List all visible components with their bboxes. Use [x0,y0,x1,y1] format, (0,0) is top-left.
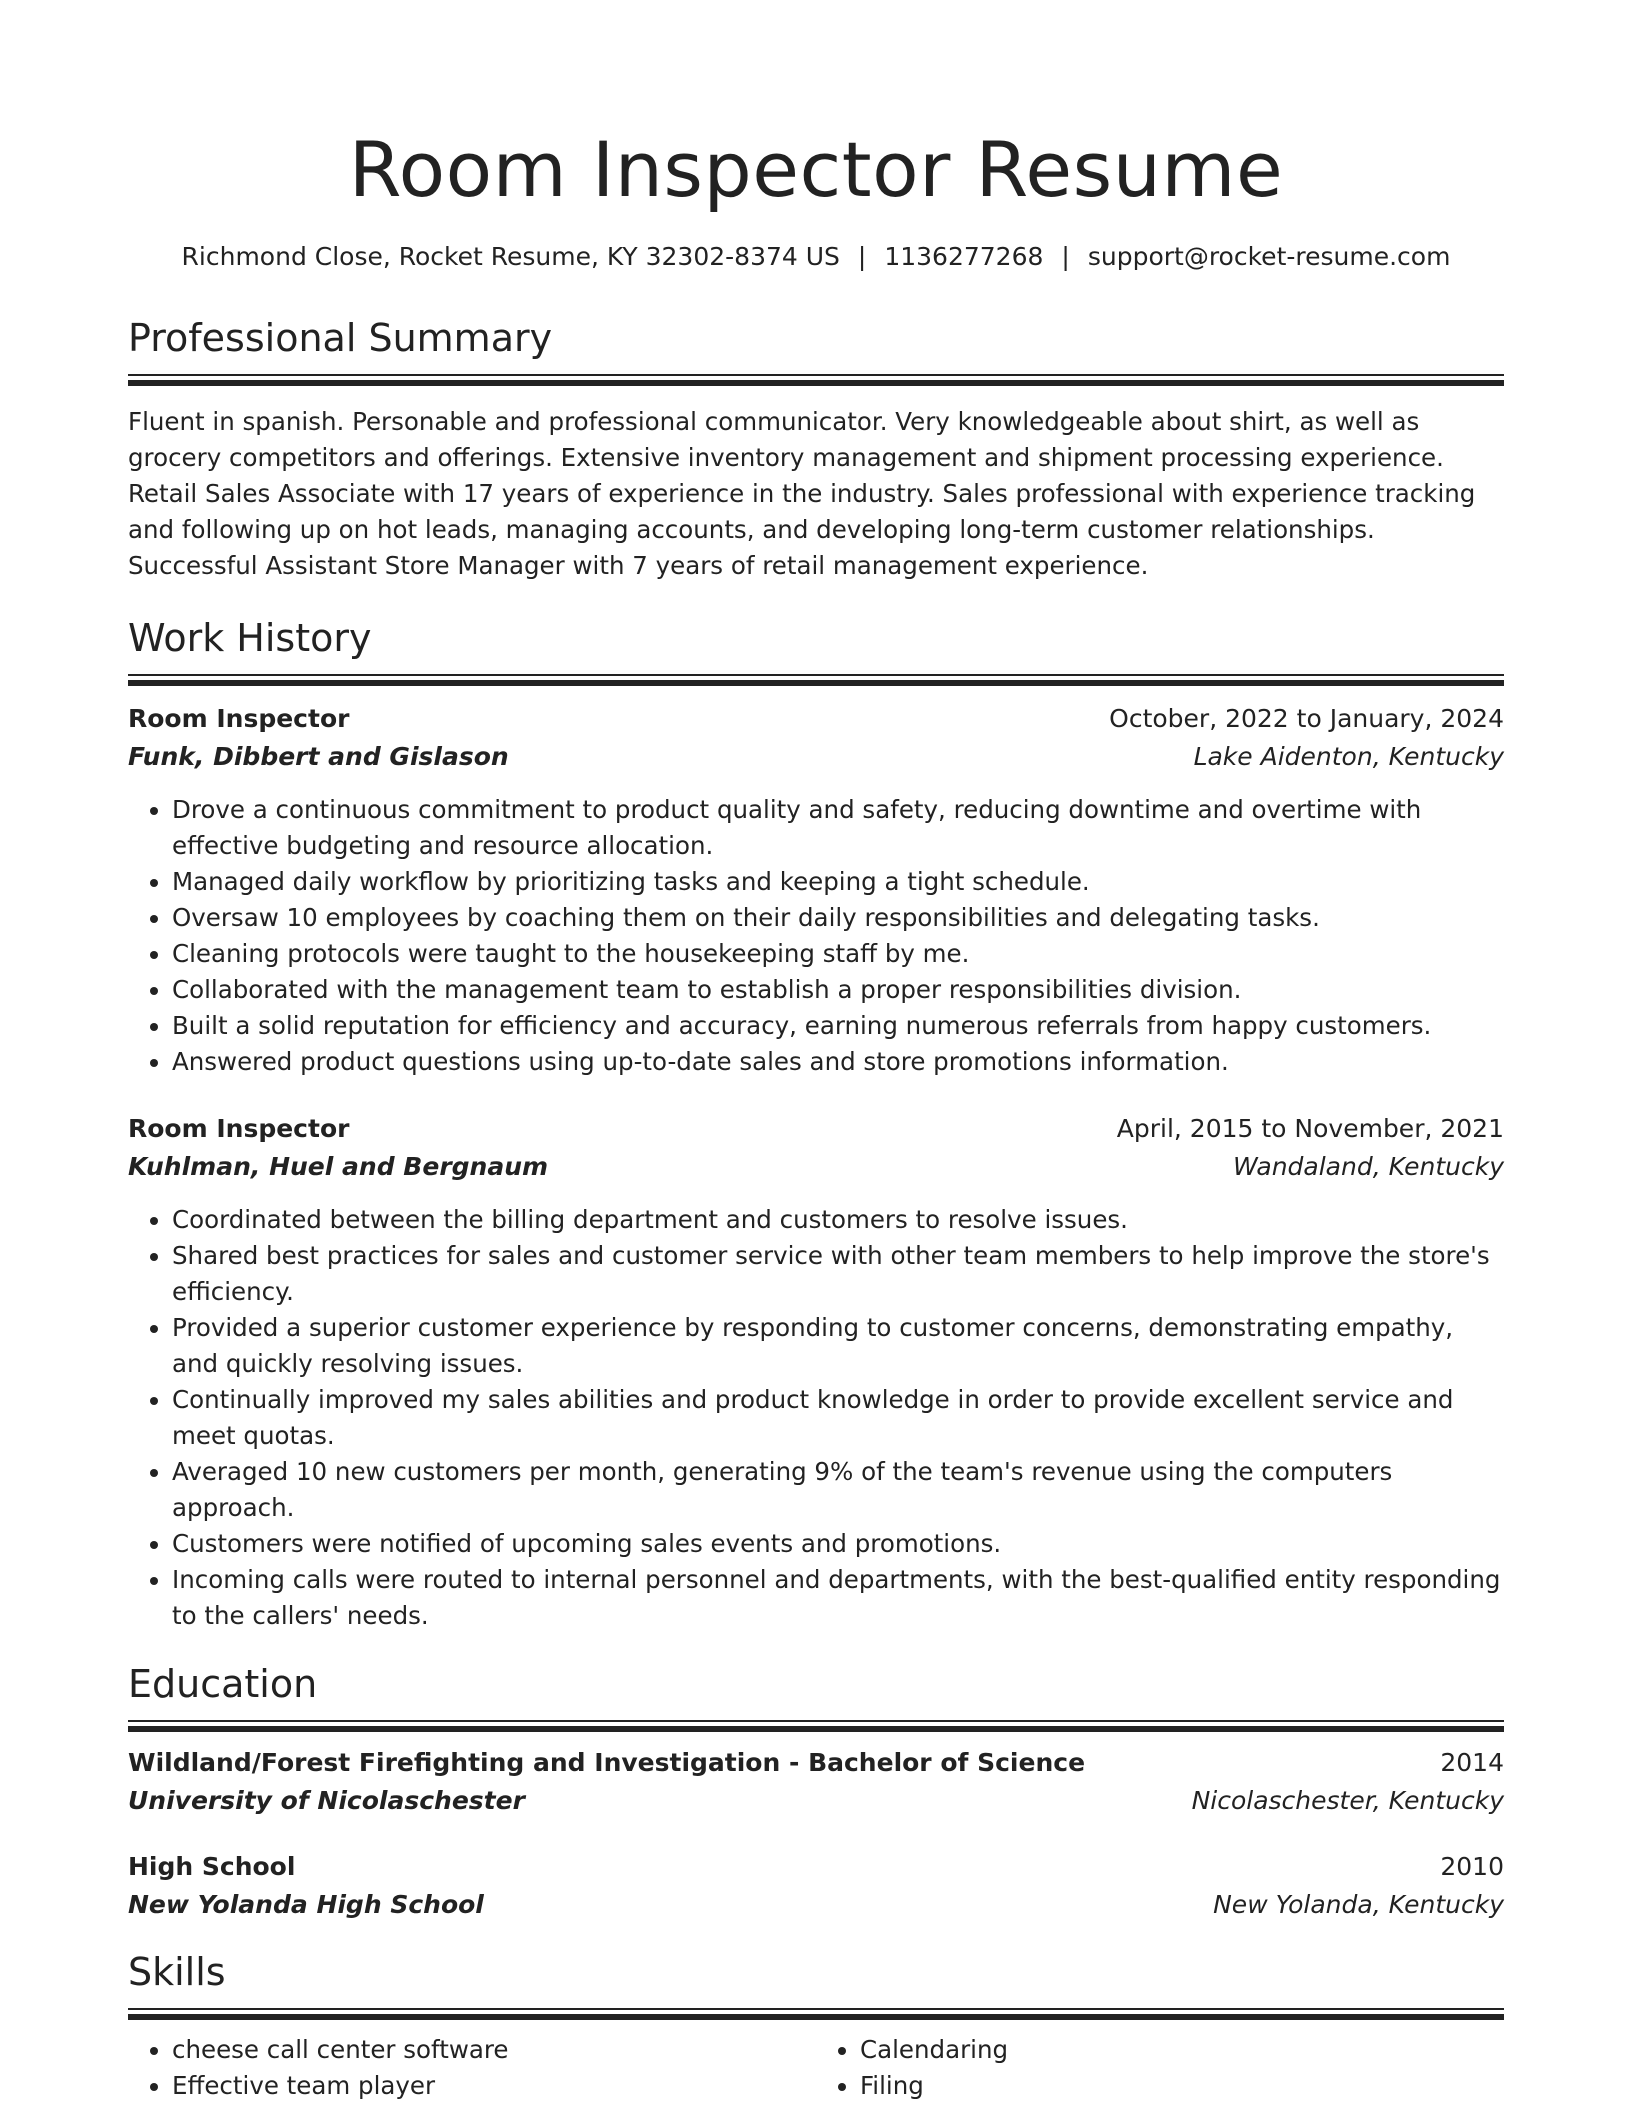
job-bullet-list [128,1202,1504,1634]
job-dates: April, 2015 to November, 2021 [1116,1114,1504,1143]
phone-text: 1136277268 [884,242,1044,271]
education-degree: Wildland/Forest Firefighting and Investigation - Bachelor of Science [128,1748,1086,1777]
job-title: Room Inspector [128,704,350,733]
work-history-section [128,614,1504,1634]
job-header-row [128,1110,1504,1148]
education-degree: High School [128,1852,296,1881]
skill-item: • cheese call center software [172,2032,816,2068]
summary-section [128,314,1504,584]
job-company: Kuhlman, Huel and Bergnaum [128,1152,549,1181]
summary-text: Fluent in spanish. Personable and professional communicator. Very knowledgeable about shirt, as well as grocery competitors and offerings. Extensive inventory management and shipment processing experience. Retail Sales Associate with 17 years of experience in the industry. Sales professional with experience tracking and following up on hot leads, managing accounts, and developing long-term customer relationships. Successful Assistant Store Manager with 7 years of retail management experience. [128,407,1476,580]
education-header-row [128,1848,1504,1886]
job-dates: October, 2022 to January, 2024 [1109,704,1504,733]
job-bullet: • Continually improved my sales abilities and product knowledge in order to provide excellent service and meet quotas. [172,1382,1504,1454]
education-entry [128,1848,1504,1924]
education-school: New Yolanda High School [128,1890,484,1919]
email-text: support@rocket-resume.com [1087,242,1451,271]
skill-item: • Filing [860,2068,1504,2104]
job-bullet: • Provided a superior customer experience by responding to customer concerns, demonstrating empathy, and quickly resolving issues. [172,1310,1504,1382]
job-bullet: • Managed daily workflow by prioritizing tasks and keeping a tight schedule. [172,864,1504,900]
job-list [128,700,1504,1634]
job-bullet: • Drove a continuous commitment to product quality and safety, reducing downtime and overtime with effective budgeting and resource allocation. [172,792,1504,864]
skill-item: • Calendaring [860,2032,1504,2068]
education-section [128,1660,1504,1924]
section-divider [128,674,1504,684]
skills-columns [128,2032,1504,2104]
education-header-row [128,1744,1504,1782]
job-title: Room Inspector [128,1114,350,1143]
job-bullet: • Incoming calls were routed to internal personnel and departments, with the best-qualified entity responding to the callers' needs. [172,1562,1504,1634]
contact-separator: | [857,242,867,271]
job-company: Funk, Dibbert and Gislason [128,742,509,771]
job-bullet: • Answered product questions using up-to-date sales and store promotions information. [172,1044,1504,1080]
job-entry [128,700,1504,1080]
job-company-row [128,1148,1504,1186]
education-location: New Yolanda, Kentucky [1213,1890,1504,1919]
job-bullet-list [128,792,1504,1080]
section-heading-summary: Professional Summary [128,316,553,360]
education-year: 2010 [1440,1852,1504,1881]
education-school-row [128,1782,1504,1820]
job-bullet: • Coordinated between the billing department and customers to resolve issues. [172,1202,1504,1238]
address-text: Richmond Close, Rocket Resume, KY 32302-8374 US [181,242,840,271]
resume-page [128,0,1504,2104]
resume-title: Room Inspector Resume [348,125,1284,214]
skills-section [128,1948,1504,2104]
section-divider [128,374,1504,384]
education-year: 2014 [1440,1748,1504,1777]
section-heading-work-history: Work History [128,616,372,660]
job-bullet: • Shared best practices for sales and customer service with other team members to help improve the store's efficiency. [172,1238,1504,1310]
job-location: Lake Aidenton, Kentucky [1193,742,1504,771]
job-bullet: • Collaborated with the management team to establish a proper responsibilities division. [172,972,1504,1008]
contact-line [128,240,1504,274]
job-location: Wandaland, Kentucky [1233,1152,1504,1181]
contact-separator: | [1061,242,1070,271]
education-location: Nicolaschester, Kentucky [1191,1786,1504,1815]
skill-item: • Effective team player [172,2068,816,2104]
education-school-row [128,1886,1504,1924]
education-list [128,1744,1504,1924]
job-header-row [128,700,1504,738]
skills-list-right [816,2032,1504,2104]
education-school: University of Nicolaschester [128,1786,525,1815]
section-divider [128,2008,1504,2018]
job-bullet: • Averaged 10 new customers per month, generating 9% of the team's revenue using the computers approach. [172,1454,1504,1526]
job-bullet: • Cleaning protocols were taught to the housekeeping staff by me. [172,936,1504,972]
section-divider [128,1720,1504,1730]
section-heading-education: Education [128,1662,318,1706]
job-bullet: • Customers were notified of upcoming sales events and promotions. [172,1526,1504,1562]
job-bullet: • Oversaw 10 employees by coaching them on their daily responsibilities and delegating tasks. [172,900,1504,936]
skills-list-left [128,2032,816,2104]
job-bullet: • Built a solid reputation for efficiency and accuracy, earning numerous referrals from happy customers. [172,1008,1504,1044]
education-entry [128,1744,1504,1820]
job-company-row [128,738,1504,776]
section-heading-skills: Skills [128,1950,226,1994]
job-entry [128,1110,1504,1634]
